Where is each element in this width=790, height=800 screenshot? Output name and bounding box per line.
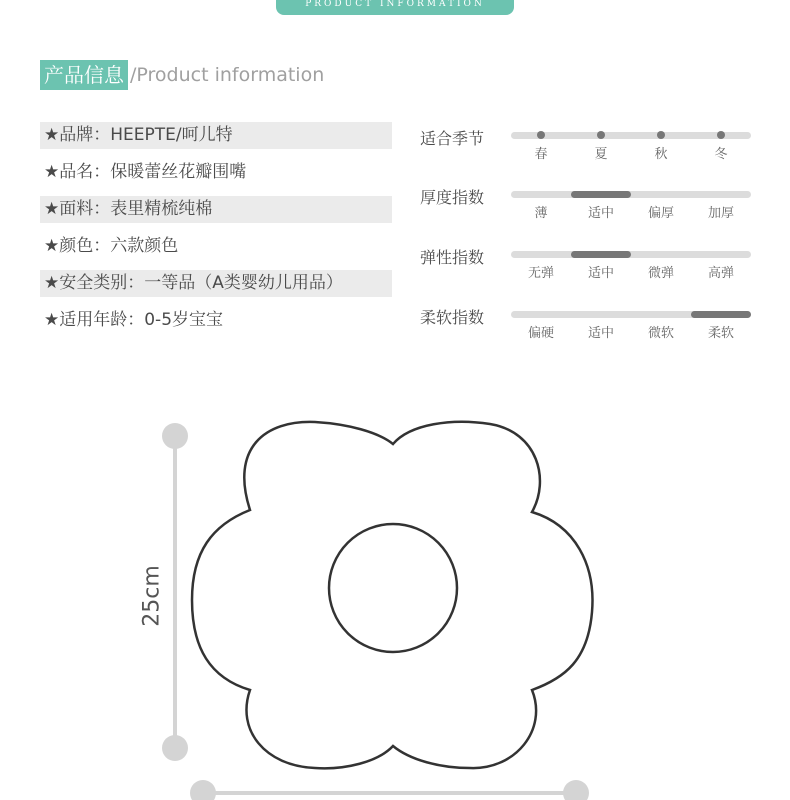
metric-label: 弹性指数 [420, 248, 485, 267]
section-title-en: /Product information [130, 64, 325, 86]
metric-selected-segment [571, 191, 631, 198]
height-guide-bottom-dot [162, 735, 188, 761]
height-guide-top-dot [162, 423, 188, 449]
section-title-cn: 产品信息 [40, 60, 128, 90]
metric-selected-dot [597, 131, 605, 139]
info-row-brand: ★品牌：HEEPTE/呵儿特 [40, 122, 392, 149]
metric-label: 适合季节 [420, 129, 485, 148]
metric-option: 柔软 [707, 326, 734, 341]
metric-selected-dot [657, 131, 665, 139]
width-guide-right-dot [563, 780, 589, 800]
section-header [40, 60, 324, 90]
metric-option: 高弹 [707, 266, 734, 281]
info-row-colors: ★颜色：六款颜色 [44, 236, 179, 256]
metric-option: 适中 [587, 266, 614, 281]
metric-option: 无弹 [527, 266, 554, 281]
bib-neck-hole [329, 524, 457, 652]
info-row-safety-class: ★安全类别：一等品（A类婴幼儿用品） [40, 270, 392, 297]
info-row-product-name: ★品名：保暖蕾丝花瓣围嘴 [44, 162, 247, 182]
metric-track [511, 251, 751, 258]
metric-option: 适中 [587, 206, 614, 221]
metric-label: 柔软指数 [420, 308, 485, 327]
metric-option: 偏硬 [527, 326, 554, 341]
width-guide-left-dot [190, 780, 216, 800]
metric-option: 薄 [534, 206, 548, 221]
metric-selected-dot [717, 131, 725, 139]
metric-season [420, 126, 755, 166]
flower-bib-outline [192, 422, 592, 769]
metric-elasticity [420, 245, 755, 285]
product-info-list [40, 122, 392, 344]
metric-option: 适中 [587, 326, 614, 341]
metric-option: 春 [534, 147, 548, 162]
metric-selected-dot [537, 131, 545, 139]
metric-label: 厚度指数 [420, 188, 485, 207]
product-information-banner: PRODUCT INFORMATION [276, 0, 514, 15]
metric-track [511, 132, 751, 139]
metric-option: 夏 [594, 147, 608, 162]
metric-option: 冬 [714, 147, 728, 162]
metric-thickness [420, 185, 755, 225]
bib-size-diagram [0, 400, 790, 800]
metric-option: 加厚 [707, 206, 734, 221]
metric-option: 偏厚 [647, 206, 674, 221]
metric-selected-segment [571, 251, 631, 258]
metric-option: 秋 [654, 147, 668, 162]
metric-option: 微软 [647, 326, 674, 341]
metric-softness [420, 305, 755, 345]
metric-track [511, 191, 751, 198]
metric-selected-segment [691, 311, 751, 318]
metric-track [511, 311, 751, 318]
info-row-material: ★面料：表里精梳纯棉 [40, 196, 392, 223]
info-row-age-range: ★适用年龄：0-5岁宝宝 [44, 310, 224, 330]
metric-option: 微弹 [647, 266, 674, 281]
height-dimension-label: 25cm [139, 565, 165, 627]
